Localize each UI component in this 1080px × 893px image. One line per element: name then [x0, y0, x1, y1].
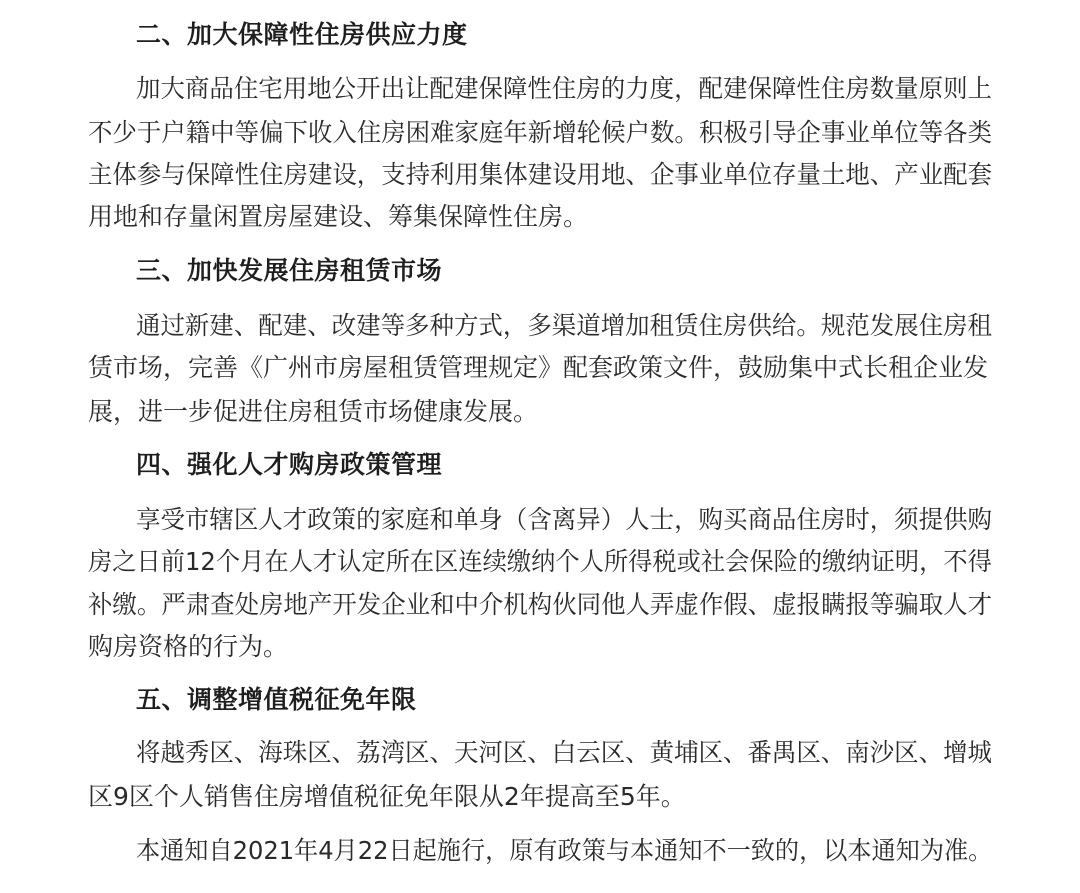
- paragraph-line: 加大商品住宅用地公开出让配建保障性住房的力度，配建保障性住房数量原则上: [136, 74, 993, 103]
- paragraph-line: 不少于户籍中等偏下收入住房困难家庭年新增轮候户数。积极引导企事业单位等各类: [88, 118, 993, 147]
- paragraph-line: 赁市场，完善《广州市房屋租赁管理规定》配套政策文件，鼓励集中式长租企业发: [88, 353, 989, 382]
- closing-statement: 本通知自2021年4月22日起施行，原有政策与本通知不一致的，以本通知为准。: [136, 836, 993, 865]
- paragraph-line: 通过新建、配建、改建等多种方式，多渠道增加租赁住房供给。规范发展住房租: [136, 311, 993, 340]
- section-heading: 三、加快发展住房租赁市场: [136, 256, 443, 285]
- paragraph-line: 补缴。严肃查处房地产开发企业和中介机构伙同他人弄虚作假、虚报瞒报等骗取人才: [88, 590, 993, 619]
- section-heading: 五、调整增值税征免年限: [136, 685, 417, 714]
- paragraph-line: 主体参与保障性住房建设，支持利用集体建设用地、企事业单位存量土地、产业配套: [88, 160, 993, 189]
- paragraph-line: 购房资格的行为。: [88, 632, 289, 661]
- paragraph-line: 将越秀区、海珠区、荔湾区、天河区、白云区、黄埔区、番禺区、南沙区、增城: [136, 738, 993, 767]
- paragraph-line: 展，进一步促进住房租赁市场健康发展。: [88, 397, 539, 426]
- paragraph-line: 用地和存量闲置房屋建设、筹集保障性住房。: [88, 202, 589, 231]
- paragraph-line: 区9区个人销售住房增值税征免年限从2年提高至5年。: [88, 782, 686, 811]
- paragraph-line: 房之日前12个月在人才认定所在区连续缴纳个人所得税或社会保险的缴纳证明，不得: [88, 547, 992, 576]
- section-heading: 二、加大保障性住房供应力度: [136, 20, 468, 49]
- section-heading: 四、强化人才购房政策管理: [136, 450, 443, 479]
- paragraph-line: 享受市辖区人才政策的家庭和单身（含离异）人士，购买商品住房时，须提供购: [136, 505, 993, 534]
